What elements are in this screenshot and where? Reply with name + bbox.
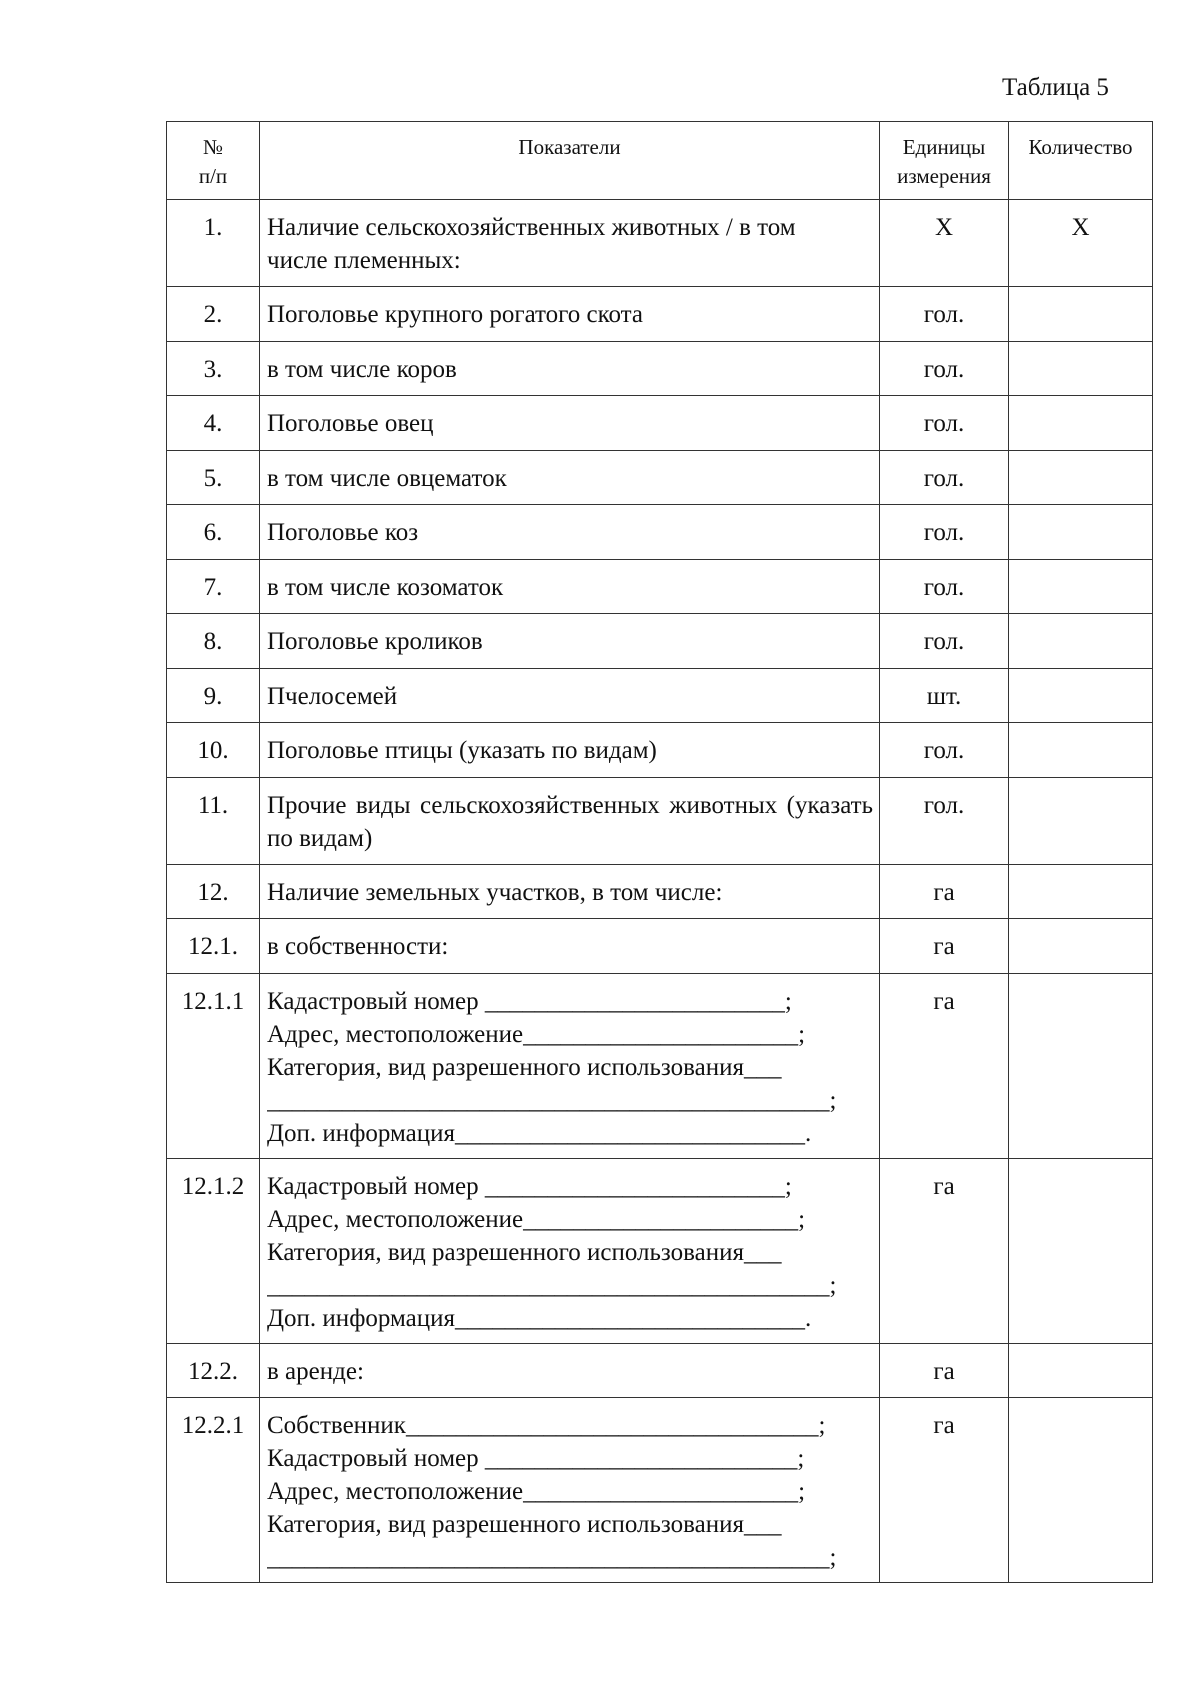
row-number: 12.1.2 [167,1158,260,1343]
row-unit: гол. [880,396,1009,451]
row-number: 8. [167,614,260,669]
row-quantity [1009,287,1153,342]
row-quantity [1009,1158,1153,1343]
row-unit: га [880,1398,1009,1583]
table-caption: Таблица 5 [1002,74,1109,101]
table-row [167,614,1153,669]
indicator-line: числе племенных: [267,247,461,274]
row-number: 9. [167,668,260,723]
table-row [167,777,1153,864]
row-quantity [1009,864,1153,919]
row-quantity [1009,1343,1153,1398]
livestock-land-table [166,121,1153,1583]
row-quantity [1009,559,1153,614]
indicator-line: в том числе коров [267,355,457,383]
indicator-line: Собственник_________________________________; [267,1412,826,1439]
row-indicator [260,919,880,974]
row-number: 2. [167,287,260,342]
indicator-line: Адрес, местоположение______________________; [267,1478,806,1505]
row-unit: гол. [880,723,1009,778]
table-row [167,287,1153,342]
indicator-line: _____________________________________________; [267,1086,837,1114]
indicator-line: Доп. информация____________________________. [267,1119,812,1147]
row-indicator [260,450,880,505]
row-indicator [260,559,880,614]
row-unit: га [880,864,1009,919]
row-unit: гол. [880,450,1009,505]
row-number: 12.2. [167,1343,260,1398]
row-quantity [1009,777,1153,864]
table-row [167,559,1153,614]
row-quantity [1009,505,1153,560]
row-number: 7. [167,559,260,614]
table-row [167,200,1153,287]
indicator-line: _____________________________________________; [267,1544,837,1571]
row-number: 5. [167,450,260,505]
row-unit: гол. [880,777,1009,864]
header-quantity: Количество [1009,122,1153,200]
indicator-line: Адрес, местоположение______________________; [267,1020,806,1048]
table-row [167,864,1153,919]
row-unit: гол. [880,287,1009,342]
row-indicator [260,777,880,864]
row-unit: Х [880,200,1009,287]
indicator-line: Поголовье крупного рогатого скота [267,301,643,328]
indicator-line: в аренде: [267,1357,364,1385]
row-unit: га [880,1343,1009,1398]
table-row [167,1158,1153,1343]
row-unit: га [880,973,1009,1158]
indicator-line: Кадастровый номер ________________________; [267,1172,792,1200]
row-indicator [260,341,880,396]
table-row [167,1398,1153,1583]
row-number: 6. [167,505,260,560]
indicator-line: в собственности: [267,933,449,960]
indicator-line: Наличие сельскохозяйственных животных / в том [267,214,796,241]
row-indicator [260,1158,880,1343]
row-number: 12.1. [167,919,260,974]
indicator-line: (указать по видам) [267,791,874,852]
indicator-line: Поголовье овец [267,410,434,437]
row-number: 12. [167,864,260,919]
row-unit: га [880,1158,1009,1343]
row-indicator [260,614,880,669]
indicator-line: Категория, вид разрешенного использования___ [267,1053,782,1081]
row-indicator [260,396,880,451]
table-row [167,973,1153,1158]
row-quantity [1009,450,1153,505]
table-row [167,450,1153,505]
row-indicator [260,1343,880,1398]
header-unit [880,122,1009,200]
table-row [167,505,1153,560]
row-number: 12.2.1 [167,1398,260,1583]
table-header-row [167,122,1153,200]
indicator-line: Категория, вид разрешенного использования___ [267,1238,782,1266]
table-body [167,200,1153,1583]
indicator-line: Категория, вид разрешенного использования___ [267,1511,782,1538]
row-quantity [1009,1398,1153,1583]
row-indicator [260,973,880,1158]
row-quantity [1009,668,1153,723]
row-number: 4. [167,396,260,451]
indicator-line: Прочие виды сельскохозяйственных животных [267,791,778,819]
indicator-line: в том числе овцематок [267,464,507,492]
indicator-line: Поголовье коз [267,519,419,546]
row-quantity [1009,973,1153,1158]
row-number: 11. [167,777,260,864]
row-quantity: Х [1009,200,1153,287]
table-row [167,396,1153,451]
indicator-line: Кадастровый номер ________________________; [267,987,792,1015]
indicator-line: Наличие земельных участков, в том числе: [267,878,723,906]
row-unit: шт. [880,668,1009,723]
row-unit: гол. [880,559,1009,614]
row-indicator [260,723,880,778]
row-number: 1. [167,200,260,287]
table-row [167,1343,1153,1398]
table-row [167,341,1153,396]
header-number-line: № [202,135,224,159]
row-quantity [1009,396,1153,451]
row-quantity [1009,919,1153,974]
table-row [167,919,1153,974]
row-indicator [260,287,880,342]
header-number [167,122,260,200]
indicator-line: Кадастровый номер _________________________; [267,1445,805,1472]
row-quantity [1009,341,1153,396]
table-row [167,668,1153,723]
indicator-line: Доп. информация____________________________. [267,1304,812,1332]
header-indicator: Показатели [260,122,880,200]
row-indicator [260,505,880,560]
indicator-line: Пчелосемей [267,682,398,710]
row-unit: гол. [880,341,1009,396]
indicator-line: Поголовье птицы (указать по видам) [267,737,657,764]
indicator-line: Адрес, местоположение______________________; [267,1205,806,1233]
row-indicator [260,864,880,919]
row-unit: гол. [880,614,1009,669]
row-indicator [260,1398,880,1583]
row-quantity [1009,614,1153,669]
indicator-line: в том числе козоматок [267,573,504,601]
row-indicator [260,200,880,287]
table-row [167,723,1153,778]
header-number-line: п/п [198,164,228,188]
row-quantity [1009,723,1153,778]
row-unit: гол. [880,505,1009,560]
row-unit: га [880,919,1009,974]
header-unit-line: Единицы [902,135,986,159]
row-number: 10. [167,723,260,778]
indicator-line: Поголовье кроликов [267,628,483,655]
header-unit-line: измерения [897,164,991,188]
row-indicator [260,668,880,723]
row-number: 3. [167,341,260,396]
indicator-line: _____________________________________________; [267,1271,837,1299]
row-number: 12.1.1 [167,973,260,1158]
